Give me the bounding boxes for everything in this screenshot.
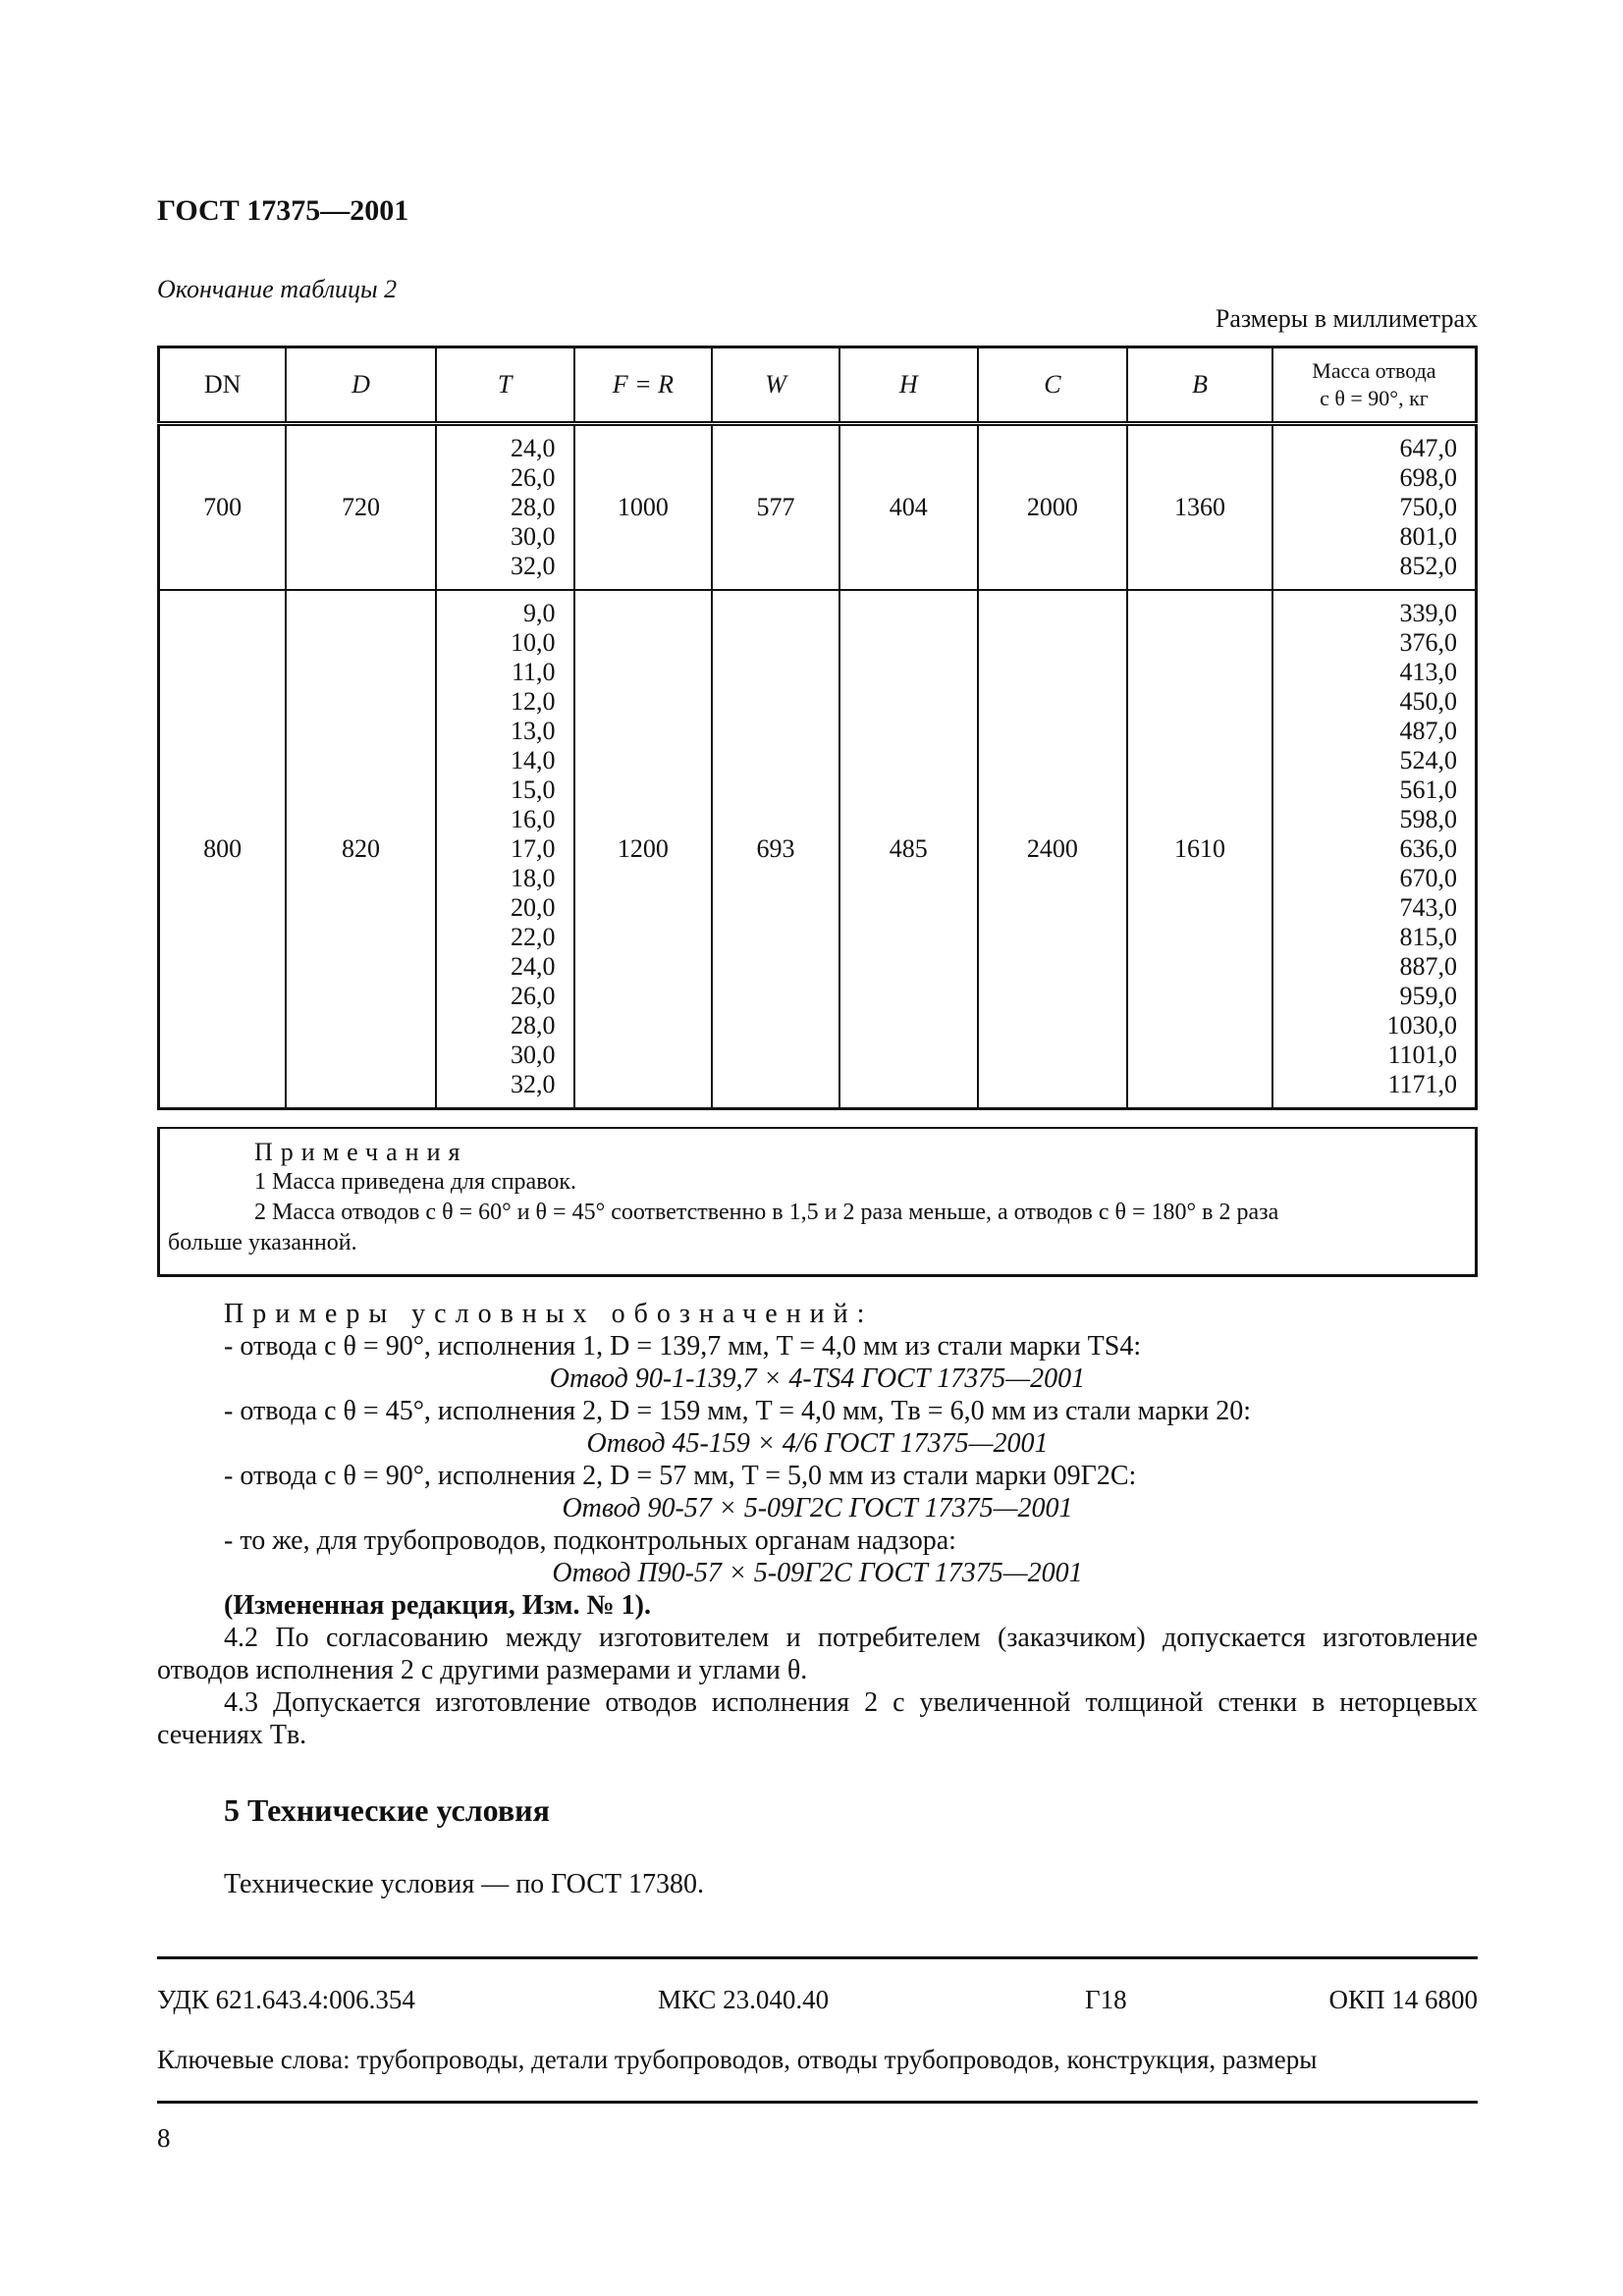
wall-thickness-value: 24,0	[511, 434, 556, 462]
okp-code: ОКП 14 6800	[1328, 1985, 1478, 2014]
mks-code: МКС 23.040.40	[658, 1985, 830, 2014]
mass-value: 670,0	[1399, 864, 1457, 892]
mass-value: 698,0	[1399, 463, 1457, 492]
cell-b: 1610	[1127, 590, 1272, 1109]
mass-value: 339,0	[1399, 599, 1457, 627]
example-4-designation: Отвод П90-57 × 5-09Г2С ГОСТ 17375—2001	[552, 1558, 1083, 1588]
col-mass-line2: с θ = 90°, кг	[1320, 386, 1429, 410]
example-1-designation: Отвод 90-1-139,7 × 4-TS4 ГОСТ 17375—2001	[549, 1363, 1086, 1394]
cell-d: 720	[286, 424, 436, 591]
table-notes	[157, 1127, 1478, 1277]
wall-thickness-value: 26,0	[511, 463, 556, 492]
mass-value: 959,0	[1399, 982, 1457, 1010]
g-code: Г18	[1085, 1985, 1127, 2014]
cell-h: 404	[839, 424, 978, 591]
cell-dn: 800	[159, 590, 287, 1109]
footer-rule-top	[157, 1956, 1478, 1959]
cell-mass-list	[1272, 590, 1477, 1109]
wall-thickness-value: 30,0	[511, 1041, 556, 1069]
col-t: T	[436, 347, 574, 424]
mass-value: 801,0	[1399, 522, 1457, 551]
mass-value: 647,0	[1399, 434, 1457, 462]
cell-w: 577	[712, 424, 839, 591]
example-2-designation: Отвод 45-159 × 4/6 ГОСТ 17375—2001	[586, 1428, 1049, 1459]
mass-value: 561,0	[1399, 775, 1457, 804]
wall-thickness-value: 32,0	[511, 1070, 556, 1098]
cell-dn: 700	[159, 424, 287, 591]
keywords: Ключевые слова: трубопроводы, детали трубопроводов, отводы трубопроводов, конструкция, размеры	[157, 2045, 1318, 2074]
col-b: B	[1127, 347, 1272, 424]
page-number: 8	[157, 2123, 171, 2153]
wall-thickness-value: 26,0	[511, 982, 556, 1010]
table-caption: Окончание таблицы 2	[157, 275, 398, 303]
wall-thickness-value: 10,0	[511, 628, 556, 657]
col-fr: F = R	[574, 347, 713, 424]
mass-value: 743,0	[1399, 893, 1457, 922]
example-4: - то же, для трубопроводов, подконтрольных органам надзора:	[224, 1525, 956, 1556]
cell-c: 2000	[978, 424, 1128, 591]
col-w: W	[712, 347, 839, 424]
mass-value: 1171,0	[1387, 1070, 1457, 1098]
designation-examples	[157, 1298, 1478, 1751]
wall-thickness-value: 18,0	[511, 864, 556, 892]
cell-t-list	[436, 424, 574, 591]
mass-value: 1101,0	[1387, 1041, 1457, 1069]
cell-w: 693	[712, 590, 839, 1109]
mass-value: 852,0	[1399, 552, 1457, 580]
col-dn: DN	[159, 347, 287, 424]
dimensions-table	[157, 346, 1478, 1110]
col-c: C	[978, 347, 1128, 424]
cell-mass-list	[1272, 424, 1477, 591]
note-2-line1: 2 Масса отводов с θ = 60° и θ = 45° соответственно в 1,5 и 2 раза меньше, а отводов с θ = 180° в 2 раза	[254, 1200, 1279, 1225]
table-header-row	[159, 347, 1477, 424]
col-h: H	[839, 347, 978, 424]
wall-thickness-value: 11,0	[511, 658, 556, 686]
footer-rule-bottom	[157, 2101, 1478, 2104]
mass-value: 887,0	[1399, 952, 1457, 981]
wall-thickness-value: 28,0	[511, 1011, 556, 1040]
example-3-designation: Отвод 90-57 × 5-09Г2С ГОСТ 17375—2001	[562, 1493, 1073, 1523]
notes-title: Примечания	[254, 1138, 468, 1166]
mass-value: 1030,0	[1386, 1011, 1457, 1040]
wall-thickness-value: 24,0	[511, 952, 556, 981]
note-2-line2: больше указанной.	[168, 1230, 357, 1255]
table-row	[159, 590, 1477, 1109]
mass-value: 815,0	[1399, 923, 1457, 951]
example-1: - отвода с θ = 90°, исполнения 1, D = 139,7 мм, T = 4,0 мм из стали марки TS4:	[224, 1331, 1142, 1362]
document-page	[157, 0, 1478, 2296]
col-mass-line1: Масса отвода	[1312, 358, 1436, 383]
section-5-text: Технические условия — по ГОСТ 17380.	[224, 1869, 705, 1899]
clause-4-2: 4.2 По согласованию между изготовителем и потребителем (заказчиком) допускается изготовление отводов исполнения 2 с другими размерами и углами θ.	[157, 1623, 1478, 1685]
wall-thickness-value: 12,0	[511, 687, 556, 716]
cell-c: 2400	[978, 590, 1128, 1109]
cell-fr: 1200	[574, 590, 713, 1109]
mass-value: 487,0	[1399, 717, 1457, 745]
wall-thickness-value: 32,0	[511, 552, 556, 580]
mass-value: 413,0	[1399, 658, 1457, 686]
cell-fr: 1000	[574, 424, 713, 591]
wall-thickness-value: 9,0	[523, 599, 556, 627]
mass-value: 750,0	[1399, 493, 1457, 521]
cell-d: 820	[286, 590, 436, 1109]
wall-thickness-value: 28,0	[511, 493, 556, 521]
amendment-note: (Измененная редакция, Изм. № 1).	[224, 1590, 651, 1621]
wall-thickness-value: 15,0	[511, 775, 556, 804]
section-5-title: 5 Технические условия	[224, 1792, 550, 1828]
table-row	[159, 424, 1477, 591]
wall-thickness-value: 17,0	[511, 834, 556, 863]
mass-value: 524,0	[1399, 746, 1457, 774]
wall-thickness-value: 14,0	[511, 746, 556, 774]
note-1: 1 Масса приведена для справок.	[254, 1169, 577, 1195]
mass-value: 598,0	[1399, 805, 1457, 833]
cell-t-list	[436, 590, 574, 1109]
clause-4-3: 4.3 Допускается изготовление отводов исполнения 2 с увеличенной толщиной стенки в неторцевых сечениях Tв.	[157, 1687, 1478, 1750]
wall-thickness-value: 20,0	[511, 893, 556, 922]
example-3: - отвода с θ = 90°, исполнения 2, D = 57 мм, T = 5,0 мм из стали марки 09Г2С:	[224, 1461, 1137, 1491]
mass-value: 450,0	[1399, 687, 1457, 716]
wall-thickness-value: 22,0	[511, 923, 556, 951]
wall-thickness-value: 13,0	[511, 717, 556, 745]
mass-value: 376,0	[1399, 628, 1457, 657]
col-d: D	[286, 347, 436, 424]
mass-value: 636,0	[1399, 834, 1457, 863]
example-2: - отвода с θ = 45°, исполнения 2, D = 159 мм, T = 4,0 мм, Tв = 6,0 мм из стали марки 20:	[224, 1396, 1252, 1426]
cell-h: 485	[839, 590, 978, 1109]
col-mass	[1272, 347, 1477, 424]
wall-thickness-value: 16,0	[511, 805, 556, 833]
cell-b: 1360	[1127, 424, 1272, 591]
document-code: ГОСТ 17375—2001	[157, 194, 409, 227]
units-note: Размеры в миллиметрах	[1215, 304, 1478, 333]
wall-thickness-value: 30,0	[511, 522, 556, 551]
udk-code: УДК 621.643.4:006.354	[157, 1985, 415, 2014]
examples-title: Примеры условных обозначений:	[224, 1299, 874, 1329]
